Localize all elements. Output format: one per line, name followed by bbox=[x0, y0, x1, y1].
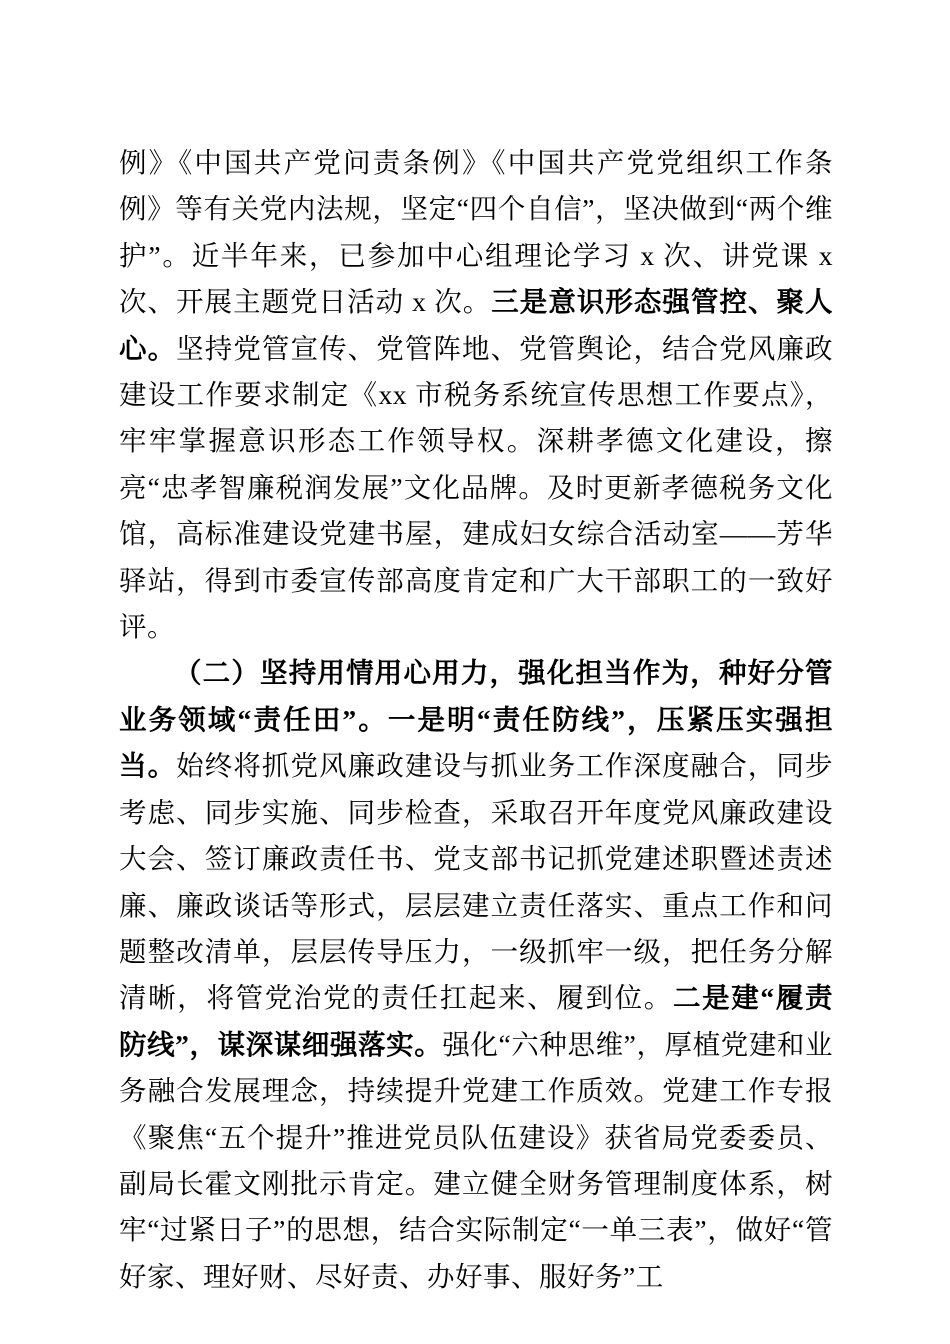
paragraph bbox=[119, 140, 833, 650]
document-body bbox=[119, 140, 833, 1300]
bold-text-run: 三是意识形态强管控、聚人心。 bbox=[119, 286, 834, 364]
paragraph bbox=[119, 650, 833, 1300]
text-run: 始终将抓党风廉政建设与抓业务工作深度融合，同步考虑、同步实施、同步检查，采取召开年度党风廉政建设大会、签订廉政责任书、党支部书记抓党建述职暨述责述廉、廉政谈话等形式，层层建立责任落实、重点工作和问题整改清单，层层传导压力，一级抓牢一级，把任务分解清晰，将管党治党的责任扛起来、履到位。 bbox=[119, 750, 834, 1014]
bold-text-run: （二）坚持用情用心用力，强化担当作为，种好分管业务领域“责任田”。 bbox=[119, 657, 833, 735]
bold-text-run: 二是建“履责防线”，谋深谋细强落实。 bbox=[119, 982, 833, 1060]
bold-text-run: 一是明“责任防线”，压紧压实强担当。 bbox=[119, 703, 834, 782]
text-run: 坚持党管宣传、党管阵地、党管舆论，结合党风廉政建设工作要求制定《xx 市税务系统宣传思想工作要点》，牢牢掌握意识形态工作领导权。深耕孝德文化建设，擦亮“忠孝智廉税润发展”文化品牌。及时更新孝德税务文化馆，高标准建设党建书屋，建成妇女综合活动室——芳华驿站，得到市委宣传部高度肯定和广大干部职工的一致好评。 bbox=[119, 332, 834, 643]
text-run: 例》《中国共产党问责条例》《中国共产党党组织工作条例》等有关党内法规，坚定“四个自信”，坚决做到“两个维护”。近半年来，已参加中心组理论学习 x 次、讲党课 x 次、开展主题党日活动 x 次。 bbox=[119, 147, 833, 318]
text-run: 强化“六种思维”，厚植党建和业务融合发展理念，持续提升党建工作质效。党建工作专报《聚焦“五个提升”推进党员队伍建设》获省局党委委员、副局长霍文刚批示肯定。建立健全财务管理制度体系，树牢“过紧日子”的思想，结合实际制定“一单三表”，做好“管好家、理好财、尽好责、办好事、服好务”工 bbox=[119, 1028, 833, 1292]
